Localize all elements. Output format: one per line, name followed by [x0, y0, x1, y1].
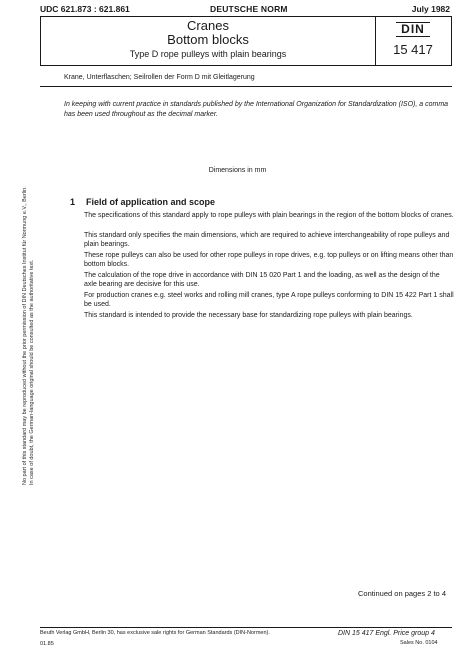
copyright-notice	[22, 186, 36, 485]
continued-note: Continued on pages 2 to 4	[358, 589, 446, 598]
din-reference: DIN 15 417 Engl. Price group 4	[338, 630, 435, 637]
dimensions-note: Dimensions in mm	[208, 167, 267, 174]
page-title: Cranes	[187, 18, 229, 33]
page-title-line2: Bottom blocks	[167, 32, 249, 47]
title-block	[41, 19, 375, 60]
din-logo: DIN	[396, 22, 430, 37]
publisher-note: Beuth Verlag GmbH, Berlin 30, has exclusive sale rights for German Standards (DIN-Normen).	[40, 630, 270, 636]
publication-code: 01.85	[40, 641, 54, 647]
paragraph: The calculation of the rope drive in accordance with DIN 15 020 Part 1 and the loading, as well as the design of the axle bearing are decisive for this use.	[84, 272, 440, 288]
paragraph: These rope pulleys can also be used for other rope pulleys in rope drives, e.g. top pulleys or on lifting means other than bottom blocks.	[84, 252, 454, 268]
page-subtitle: Type D rope pulleys with plain bearings	[129, 49, 287, 59]
standard-type: DEUTSCHE NORM	[210, 4, 288, 14]
section-title: Field of application and scope	[86, 197, 216, 207]
udc-classification: UDC 621.873 : 621.861	[40, 4, 130, 14]
german-title: Krane, Unterflaschen; Seilrollen der Form D mit Gleitlagerung	[64, 74, 255, 81]
publication-date: July 1982	[411, 4, 450, 14]
iso-note: In keeping with current practice in standards published by the International Organization for Standardization (ISO), a comma has been used throughout as the decimal marker.	[64, 101, 449, 118]
paragraph: For production cranes e.g. steel works and rolling mill cranes, type A rope pulleys conforming to DIN 15 422 Part 1 shall be used.	[84, 292, 454, 308]
copyright-line: In case of doubt, the German-language original should be consulted as the authoritative text.	[29, 259, 35, 485]
paragraph: This standard is intended to provide the necessary base for standardizing rope pulleys with plain bearings.	[84, 312, 413, 319]
copyright-line: No part of this standard may be reproduced without the prior permission of DIN Deutsches Institut für Normung e.V., Berlin.	[22, 186, 28, 485]
din-logo-block	[384, 20, 442, 57]
footer-divider	[40, 627, 452, 628]
header-divider	[375, 16, 376, 66]
divider	[40, 86, 452, 87]
sales-number: Sales No. 0104	[400, 640, 438, 646]
paragraph: This standard only specifies the main dimensions, which are required to achieve interchangeability of rope pulleys and plain bearings.	[84, 232, 450, 248]
section-number: 1	[70, 197, 76, 207]
din-number: 15 417	[393, 42, 433, 57]
paragraph: The specifications of this standard apply to rope pulleys with plain bearings in the region of the bottom blocks of cranes.	[84, 212, 454, 219]
section-heading	[70, 197, 215, 207]
